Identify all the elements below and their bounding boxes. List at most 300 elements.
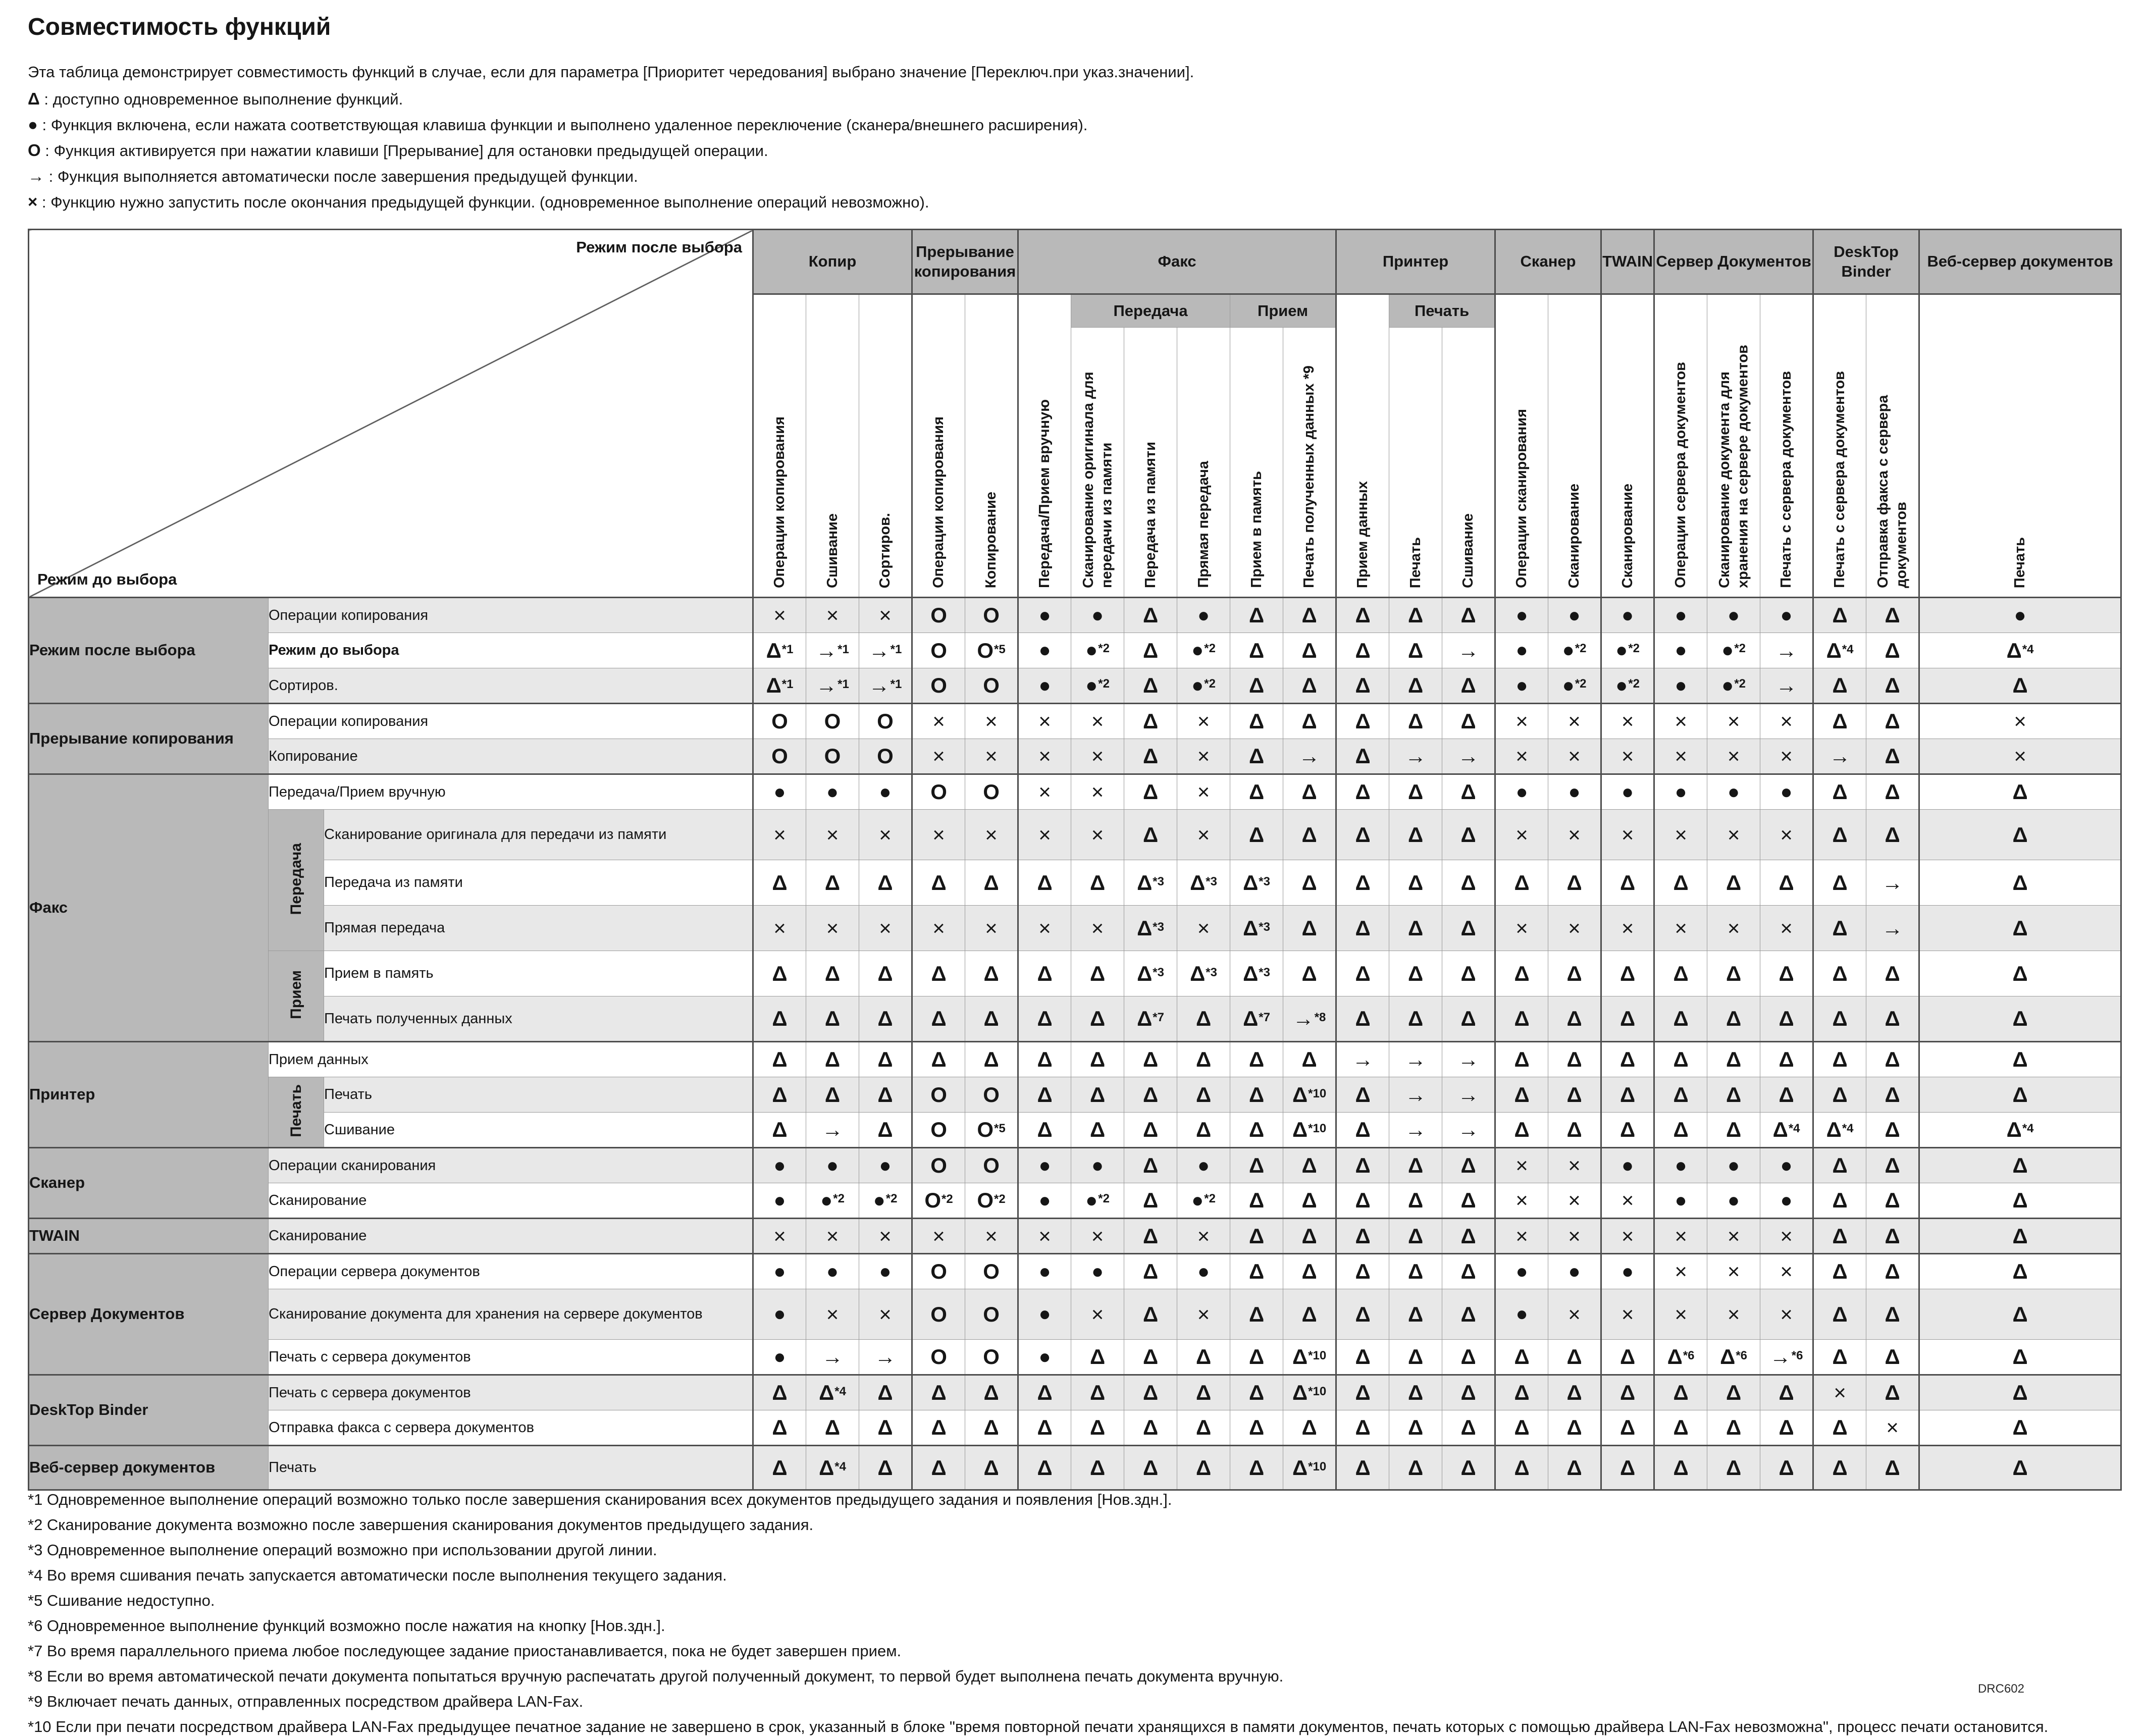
compat-cell: [1071, 1113, 1124, 1148]
compat-cell: [1283, 774, 1336, 810]
compat-cell: [1230, 860, 1283, 906]
symbol-x: ×: [1621, 916, 1634, 940]
compat-cell: [1018, 1446, 1071, 1490]
symbol-dot: ●: [1780, 1189, 1793, 1212]
symbol-tri: Δ: [1355, 1455, 1371, 1480]
symbol-tri: Δ: [1137, 1007, 1153, 1030]
row-group-label: Сканер: [29, 1148, 269, 1219]
footnote-ref: *3: [1206, 874, 1217, 888]
symbol-dot: ●: [1621, 780, 1634, 803]
symbol-tri: Δ: [1779, 1047, 1794, 1071]
compat-cell: [1124, 704, 1177, 739]
symbol-arr: →: [1881, 916, 1903, 940]
compat-cell: [1707, 774, 1760, 810]
compat-cell: [1071, 1042, 1124, 1077]
footnote-ref: *2: [1204, 676, 1216, 691]
symbol-tri: Δ: [1566, 1455, 1582, 1480]
compat-cell: [912, 633, 965, 668]
symbol-tri: Δ: [824, 870, 841, 895]
symbol-tri: Δ: [1832, 822, 1848, 847]
compat-cell: [859, 1148, 912, 1183]
symbol-dot: ●: [820, 1189, 833, 1212]
row-subgroup-label: Прием: [269, 951, 324, 1042]
compat-cell: [912, 1375, 965, 1410]
compat-cell: [859, 1077, 912, 1113]
compat-cell: [1018, 860, 1071, 906]
compat-cell: [1548, 1446, 1601, 1490]
compat-cell: [1336, 1375, 1389, 1410]
compat-cell: [965, 1289, 1018, 1340]
compat-cell: [1389, 1077, 1442, 1113]
compat-cell: [1654, 668, 1707, 704]
compat-cell: [1813, 810, 1866, 860]
symbol-tri: Δ: [772, 1118, 788, 1141]
compat-cell: [1230, 1375, 1283, 1410]
compat-cell: [1336, 1219, 1389, 1254]
symbol-tri: Δ: [2012, 1455, 2028, 1480]
row-group-label: DeskTop Binder: [29, 1375, 269, 1446]
symbol-tri: Δ: [1885, 1259, 1900, 1283]
compat-cell: [1654, 906, 1707, 951]
compat-cell: [912, 951, 965, 996]
symbol-tri: Δ: [1779, 1082, 1794, 1107]
compat-cell: [1495, 1340, 1548, 1375]
symbol-cir: О: [930, 638, 947, 662]
page-title: Совместимость функций: [28, 14, 331, 40]
symbol-tri: Δ: [1243, 1007, 1259, 1030]
symbol-x: ×: [1727, 1259, 1740, 1283]
compat-cell: [1707, 1254, 1760, 1289]
compat-cell: [1124, 668, 1177, 704]
compat-cell: [912, 1254, 965, 1289]
symbol-x: ×: [1621, 744, 1634, 768]
compat-cell: [859, 774, 912, 810]
symbol-tri: Δ: [824, 1047, 841, 1071]
symbol-tri: Δ: [1407, 638, 1424, 662]
symbol-dot: ●: [1515, 639, 1528, 661]
compat-cell: [1283, 1375, 1336, 1410]
symbol-tri: Δ: [824, 1082, 841, 1107]
compat-cell: [1177, 996, 1230, 1042]
symbol-x: ×: [1568, 1302, 1581, 1326]
symbol-tri: Δ: [1460, 709, 1476, 733]
row-subgroup-label: Печать: [269, 1077, 324, 1148]
row-group-label: Режим после выбора: [29, 598, 269, 704]
symbol-arr: →: [1881, 870, 1903, 895]
symbol-tri: Δ: [1248, 780, 1265, 804]
compat-cell: [1230, 1183, 1283, 1219]
symbol-x: ×: [1675, 1302, 1687, 1326]
column-group-header: Копир: [753, 230, 912, 294]
symbol-tri: Δ: [1355, 916, 1371, 940]
compat-cell: [1866, 906, 1919, 951]
compat-cell: [1071, 1289, 1124, 1340]
column-header: Операции копирования: [753, 294, 806, 598]
compat-cell: [1866, 1042, 1919, 1077]
compat-cell: [859, 860, 912, 906]
compat-cell: [1495, 860, 1548, 906]
column-group-header: Веб-сервер документов: [1919, 230, 2121, 294]
symbol-tri: Δ: [1292, 1455, 1308, 1480]
symbol-dot: ●: [1621, 1154, 1634, 1177]
footnote-ref: *3: [1259, 920, 1270, 934]
symbol-tri: Δ: [931, 1007, 947, 1030]
symbol-tri: Δ: [1301, 1188, 1317, 1212]
symbol-tri: Δ: [1355, 870, 1371, 895]
symbol-tri: Δ: [1037, 870, 1053, 895]
compat-cell: [1601, 668, 1654, 704]
symbol-tri: Δ: [983, 961, 999, 985]
symbol-dot: ●: [826, 780, 839, 803]
symbol-dot: ●: [1197, 604, 1210, 626]
compat-cell: [1071, 1183, 1124, 1219]
compat-cell: [1760, 1410, 1813, 1446]
symbol-tri: Δ: [931, 1381, 947, 1404]
compat-cell: [1919, 1446, 2121, 1490]
compat-cell: [1813, 1077, 1866, 1113]
compat-cell: [965, 1113, 1018, 1148]
symbol-cir: О: [924, 1188, 942, 1212]
symbol-x: ×: [932, 709, 945, 733]
symbol-tri: Δ: [1301, 638, 1317, 662]
compat-cell: [965, 633, 1018, 668]
compat-cell: [965, 1183, 1018, 1219]
symbol-x: ×: [1515, 822, 1528, 847]
compat-cell: [1336, 1113, 1389, 1148]
symbol-x: ×: [1091, 780, 1104, 804]
symbol-tri: Δ: [1248, 673, 1265, 697]
symbol-tri: Δ: [824, 961, 841, 985]
compat-cell: [965, 996, 1018, 1042]
compat-cell: [912, 1340, 965, 1375]
compat-cell: [1124, 1148, 1177, 1183]
symbol-tri: Δ: [1037, 1047, 1053, 1071]
table-row: [29, 1219, 2121, 1254]
symbol-tri: Δ: [1460, 1302, 1476, 1326]
compat-cell: [1601, 1183, 1654, 1219]
table-row: [29, 906, 2121, 951]
compat-cell: [1919, 810, 2121, 860]
symbol-x: ×: [1727, 1224, 1740, 1248]
compat-cell: [806, 1077, 859, 1113]
compat-cell: [1177, 1113, 1230, 1148]
compat-cell: [1601, 1340, 1654, 1375]
symbol-tri: Δ: [1566, 1118, 1582, 1141]
symbol-tri: Δ: [2012, 1415, 2028, 1439]
compat-cell: [1866, 1289, 1919, 1340]
symbol-x: ×: [985, 744, 998, 768]
compat-cell: [1866, 996, 1919, 1042]
compat-cell: [1018, 1410, 1071, 1446]
footnote-ref: *2: [1575, 676, 1587, 691]
compat-cell: [1866, 1254, 1919, 1289]
compat-cell: [1230, 1219, 1283, 1254]
compat-cell: [1707, 633, 1760, 668]
symbol-tri: Δ: [877, 961, 893, 985]
symbol-arr: →: [1457, 1047, 1479, 1071]
symbol-tri: Δ: [1826, 638, 1842, 662]
symbol-tri: Δ: [1301, 1415, 1317, 1439]
symbol-x: ×: [1727, 822, 1740, 847]
compat-cell: [753, 668, 806, 704]
symbol-tri: Δ: [1673, 1118, 1689, 1141]
symbol-x: ×: [1675, 744, 1687, 768]
compat-cell: [1866, 1183, 1919, 1219]
row-label: Сканирование документа для хранения на сервере документов: [269, 1289, 753, 1340]
compat-cell: [1654, 598, 1707, 633]
compat-cell: [753, 704, 806, 739]
compat-cell: [1230, 1410, 1283, 1446]
compat-cell: [753, 1410, 806, 1446]
compat-cell: [1495, 704, 1548, 739]
row-label: Операции копирования: [269, 598, 753, 633]
symbol-tri: Δ: [1832, 1188, 1848, 1212]
row-group-label: Факс: [29, 774, 269, 1042]
symbol-tri: Δ: [1673, 961, 1689, 985]
compat-cell: [753, 633, 806, 668]
table-row: [29, 1446, 2121, 1490]
symbol-tri: Δ: [1089, 1082, 1106, 1107]
table-row: [29, 1340, 2121, 1375]
compat-cell: [1018, 1289, 1071, 1340]
symbol-tri: Δ: [1243, 961, 1259, 985]
column-header: Сшивание: [1442, 328, 1495, 598]
symbol-arr: →: [1829, 744, 1851, 768]
symbol-tri: Δ: [1137, 870, 1153, 895]
symbol-tri: Δ: [1885, 780, 1900, 804]
compat-cell: [1177, 1375, 1230, 1410]
symbol-tri: Δ: [1460, 1381, 1476, 1404]
compat-cell: [912, 1113, 965, 1148]
symbol-tri: Δ: [1142, 1153, 1159, 1177]
compat-cell: [1283, 860, 1336, 906]
compat-cell: [1919, 739, 2121, 774]
compat-cell: [1601, 1375, 1654, 1410]
compat-cell: [1230, 810, 1283, 860]
symbol-tri: Δ: [1142, 1302, 1159, 1326]
symbol-tri: Δ: [1142, 603, 1159, 627]
symbol-tri: Δ: [1037, 1455, 1053, 1480]
compat-cell: [806, 1042, 859, 1077]
table-row: [29, 1042, 2121, 1077]
compat-cell: [1866, 1340, 1919, 1375]
symbol-tri: Δ: [1407, 1188, 1424, 1212]
symbol-tri: Δ: [1619, 1455, 1636, 1480]
symbol-arr: →: [1292, 1007, 1314, 1030]
footnote-ref: *1: [838, 642, 849, 656]
symbol-tri: Δ: [1407, 961, 1424, 985]
symbol-tri: Δ: [2012, 822, 2028, 847]
symbol-tri: Δ: [1832, 1082, 1848, 1107]
compat-cell: [1495, 1183, 1548, 1219]
column-header: Печать с сервера документов: [1760, 294, 1813, 598]
compat-cell: [1548, 1289, 1601, 1340]
symbol-x: ×: [1621, 1302, 1634, 1326]
compat-cell: [1919, 1148, 2121, 1183]
compat-cell: [965, 668, 1018, 704]
column-header: Сортиров.: [859, 294, 912, 598]
symbol-dot: ●: [1727, 1189, 1740, 1212]
compat-cell: [1018, 1183, 1071, 1219]
symbol-tri: Δ: [772, 961, 788, 985]
symbol-tri: Δ: [1407, 870, 1424, 895]
symbol-tri: Δ: [1779, 1381, 1794, 1404]
compat-cell: [1707, 1219, 1760, 1254]
symbol-tri: Δ: [1142, 709, 1159, 733]
column-header: Прием данных: [1336, 294, 1389, 598]
symbol-tri: Δ: [1514, 1082, 1530, 1107]
symbol-arr: →: [1775, 638, 1797, 662]
compat-cell: [1548, 1183, 1601, 1219]
legend-text: Функция включена, если нажата соответствующая клавиша функции и выполнено удаленное переключение (сканера/внешнего расширения).: [50, 116, 1088, 134]
compat-cell: [1548, 598, 1601, 633]
symbol-tri: Δ: [1037, 1415, 1053, 1439]
compat-cell: [1071, 860, 1124, 906]
compat-cell: [1601, 1077, 1654, 1113]
footnote-ref: *2: [942, 1192, 953, 1206]
symbol-cir: О: [877, 744, 894, 768]
symbol-x: ×: [1515, 1188, 1528, 1212]
compat-cell: [859, 598, 912, 633]
compat-cell: [859, 1113, 912, 1148]
symbol-tri: Δ: [1885, 961, 1900, 985]
symbol-x: ×: [1621, 1224, 1634, 1248]
symbol-dot: ●: [1191, 674, 1204, 697]
symbol-x: ×: [1675, 709, 1687, 733]
symbol-tri: Δ: [1779, 870, 1794, 895]
compat-cell: [1230, 1042, 1283, 1077]
symbol-tri: Δ: [2006, 1118, 2022, 1141]
compat-cell: [1177, 810, 1230, 860]
symbol-tri: Δ: [1037, 1118, 1053, 1141]
symbol-x: ×: [932, 744, 945, 768]
symbol-x: ×: [1091, 822, 1104, 847]
symbol-tri: Δ: [1725, 1381, 1742, 1404]
symbol-dot: ●: [826, 1260, 839, 1283]
compat-cell: [1919, 633, 2121, 668]
symbol-tri: Δ: [1089, 1047, 1106, 1071]
row-label: Операции копирования: [269, 704, 753, 739]
compat-cell: [1124, 1289, 1177, 1340]
compat-cell: [1336, 1340, 1389, 1375]
compat-cell: [1495, 598, 1548, 633]
row-label: Печать полученных данных: [324, 996, 753, 1042]
symbol-x: ×: [1515, 744, 1528, 768]
compat-cell: [965, 1077, 1018, 1113]
symbol-tri: Δ: [1460, 1259, 1476, 1283]
compat-cell: [912, 1042, 965, 1077]
compat-cell: [859, 1375, 912, 1410]
compat-cell: [1548, 951, 1601, 996]
symbol-x: ×: [985, 916, 998, 940]
compat-cell: [1495, 1219, 1548, 1254]
compat-cell: [753, 1446, 806, 1490]
symbol-x: ×: [1780, 1224, 1793, 1248]
compat-cell: [1813, 1183, 1866, 1219]
legend: [28, 89, 2125, 212]
compat-cell: [1336, 1183, 1389, 1219]
symbol-tri: Δ: [1725, 870, 1742, 895]
symbol-tri: Δ: [1885, 638, 1900, 662]
compat-cell: [1018, 1077, 1071, 1113]
compat-cell: [1601, 951, 1654, 996]
symbol-tri: Δ: [1673, 1082, 1689, 1107]
symbol-cir: О: [771, 709, 788, 733]
compat-cell: [1389, 1254, 1442, 1289]
compat-cell: [1919, 1254, 2121, 1289]
symbol-x: ×: [985, 1224, 998, 1248]
compat-cell: [912, 996, 965, 1042]
compat-cell: [1071, 906, 1124, 951]
compat-cell: [1813, 1410, 1866, 1446]
symbol-tri: Δ: [1885, 1007, 1900, 1030]
compat-cell: [1707, 1375, 1760, 1410]
compat-cell: [1654, 1289, 1707, 1340]
compat-cell: [1919, 704, 2121, 739]
compat-cell: [1548, 810, 1601, 860]
footnote-ref: *1: [890, 642, 902, 656]
compat-cell: [1548, 1254, 1601, 1289]
symbol-tri: Δ: [2006, 638, 2022, 662]
symbol-dot: ●: [1675, 1189, 1687, 1212]
compat-cell: [753, 951, 806, 996]
compat-cell: [1177, 1289, 1230, 1340]
compat-cell: [1124, 633, 1177, 668]
footnote-ref: *1: [890, 677, 902, 691]
compat-cell: [1283, 1410, 1336, 1446]
symbol-tri: Δ: [1673, 1047, 1689, 1071]
compat-cell: [1230, 1148, 1283, 1183]
compat-cell: [1654, 633, 1707, 668]
symbol-tri: Δ: [1407, 1345, 1424, 1369]
symbol-tri: Δ: [1885, 673, 1900, 697]
symbol-tri: Δ: [1248, 1302, 1265, 1326]
symbol-tri: Δ: [1619, 1082, 1636, 1107]
symbol-tri: Δ: [1619, 1118, 1636, 1141]
symbol-tri: Δ: [1037, 1007, 1053, 1030]
compat-cell: [1707, 810, 1760, 860]
footnote-ref: *2: [1098, 676, 1110, 691]
symbol-dot: ●: [1515, 674, 1528, 697]
symbol-dot: ●: [879, 1260, 892, 1283]
compat-cell: [1919, 906, 2121, 951]
footnote-ref: *3: [1259, 965, 1270, 979]
compat-cell: [1866, 1410, 1919, 1446]
compat-cell: [806, 810, 859, 860]
compat-cell: [1442, 1289, 1495, 1340]
compat-cell: [1124, 906, 1177, 951]
row-group-label: Принтер: [29, 1042, 269, 1148]
compat-cell: [965, 774, 1018, 810]
compat-cell: [1813, 1042, 1866, 1077]
compat-cell: [1389, 906, 1442, 951]
compat-cell: [1548, 774, 1601, 810]
compat-cell: [912, 1183, 965, 1219]
symbol-dot: ●: [873, 1189, 885, 1212]
symbol-x: ×: [1091, 709, 1104, 733]
compat-cell: [1760, 951, 1813, 996]
symbol-tri: Δ: [1832, 1007, 1848, 1030]
symbol-tri: Δ: [2012, 1259, 2028, 1283]
symbol-tri: Δ: [1190, 870, 1206, 895]
compat-cell: [1654, 1113, 1707, 1148]
compat-cell: [1124, 1042, 1177, 1077]
compat-cell: [1601, 1042, 1654, 1077]
legend-item: Δ : доступно одновременное выполнение функций.: [28, 89, 403, 108]
symbol-x: ×: [1515, 709, 1528, 733]
symbol-x: ×: [932, 916, 945, 940]
symbol-tri: Δ: [983, 1415, 999, 1439]
